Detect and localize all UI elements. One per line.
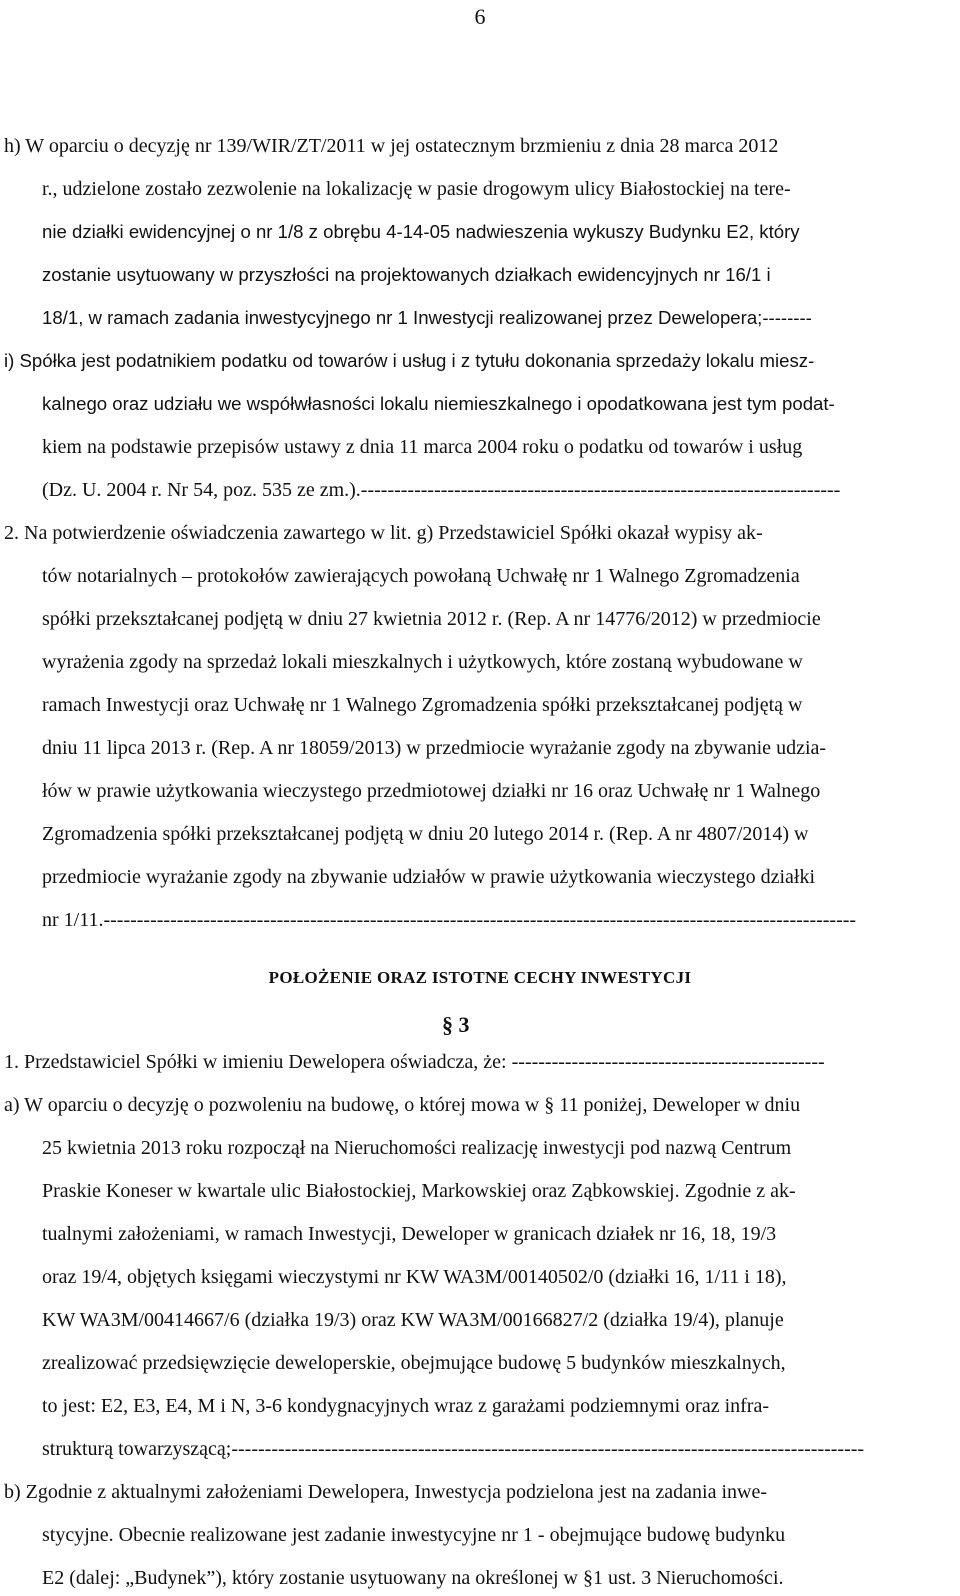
text-line: a) W oparciu o decyzję o pozwoleniu na budowę, o której mowa w § 11 poniżej, Deweloper w dniu xyxy=(4,1094,801,1116)
text-line: spółki przekształcanej podjętą w dniu 27 kwietnia 2012 r. (Rep. A nr 14776/2012) w przedmiocie xyxy=(42,608,821,630)
text-line: Praskie Koneser w kwartale ulic Białostockiej, Markowskiej oraz Ząbkowskiej. Zgodnie z ak- xyxy=(42,1180,796,1202)
text-line: E2 (dalej: „Budynek”), który zostanie usytuowany na określonej w §1 ust. 3 Nieruchomości. xyxy=(42,1567,784,1589)
text-line: zostanie usytuowany w przyszłości na projektowanych działkach ewidencyjnych nr 16/1 i xyxy=(42,264,771,285)
text-line: dniu 11 lipca 2013 r. (Rep. A nr 18059/2013) w przedmiocie wyrażanie zgody na zbywanie udzia- xyxy=(42,737,827,759)
text-line: 2. Na potwierdzenie oświadczenia zawartego w lit. g) Przedstawiciel Spółki okazał wypisy ak- xyxy=(4,522,763,544)
section-marker: § 3 xyxy=(442,1012,470,1037)
text-line: i) Spółka jest podatnikiem podatku od towarów i usług i z tytułu dokonania sprzedaży lokalu miesz- xyxy=(4,350,815,371)
text-line: przedmiocie wyrażanie zgody na zbywanie udziałów w prawie użytkowania wieczystego działki xyxy=(42,866,816,888)
text-line: stycyjne. Obecnie realizowane jest zadanie inwestycyjne nr 1 - obejmujące budowę budynku xyxy=(42,1524,786,1546)
text-line: tów notarialnych – protokołów zawierających powołaną Uchwałę nr 1 Walnego Zgromadzenia xyxy=(42,565,800,587)
text-line: łów w prawie użytkowania wieczystego przedmiotowej działki nr 16 oraz Uchwałę nr 1 Walnego xyxy=(42,780,821,802)
page-number: 6 xyxy=(474,4,486,29)
text-line: b) Zgodnie z aktualnymi założeniami Dewelopera, Inwestycja podzielona jest na zadania inwe- xyxy=(4,1481,768,1503)
text-line: kiem na podstawie przepisów ustawy z dnia 11 marca 2004 roku o podatku od towarów i usług xyxy=(42,436,803,458)
text-line: ramach Inwestycji oraz Uchwałę nr 1 Walnego Zgromadzenia spółki przekształcanej podjętą w xyxy=(42,694,803,716)
text-line: (Dz. U. 2004 r. Nr 54, poz. 535 ze zm.).------------------------------------------------------------------------ xyxy=(42,479,841,501)
text-line: kalnego oraz udziału we współwłasności lokalu niemieszkalnego i opodatkowana jest tym podat- xyxy=(42,393,835,414)
text-line: nr 1/11.----------------------------------------------------------------------------------------------------------------- xyxy=(42,909,857,931)
text-line: 1. Przedstawiciel Spółki w imieniu Dewelopera oświadcza, że: ----------------------------------------------- xyxy=(4,1051,825,1073)
text-line: 25 kwietnia 2013 roku rozpoczął na Nieruchomości realizację inwestycji pod nazwą Centrum xyxy=(42,1137,792,1159)
text-line: oraz 19/4, objętych księgami wieczystymi nr KW WA3M/00140502/0 (działki 16, 1/11 i 18), xyxy=(42,1266,787,1288)
text-line: tualnymi założeniami, w ramach Inwestycji, Deweloper w granicach działek nr 16, 18, 19/3 xyxy=(42,1223,777,1245)
text-line: KW WA3M/00414667/6 (działka 19/3) oraz KW WA3M/00166827/2 (działka 19/4), planuje xyxy=(42,1309,784,1331)
text-line: strukturą towarzyszącą;----------------------------------------------------------------------------------------------- xyxy=(42,1438,865,1460)
text-line: r., udzielone zostało zezwolenie na lokalizację w pasie drogowym ulicy Białostockiej na tere- xyxy=(42,178,791,200)
text-line: zrealizować przedsięwzięcie deweloperskie, obejmujące budowę 5 budynków mieszkalnych, xyxy=(42,1352,786,1374)
text-line: to jest: E2, E3, E4, M i N, 3-6 kondygnacyjnych wraz z garażami podziemnymi oraz infra- xyxy=(42,1395,769,1417)
text-line: Zgromadzenia spółki przekształcanej podjętą w dniu 20 lutego 2014 r. (Rep. A nr 4807/2014) w xyxy=(42,823,809,845)
section-heading: POŁOŻENIE ORAZ ISTOTNE CECHY INWESTYCJI xyxy=(268,968,692,987)
text-line: wyrażenia zgody na sprzedaż lokali mieszkalnych i użytkowych, które zostaną wybudowane w xyxy=(42,651,803,673)
text-line: 18/1, w ramach zadania inwestycyjnego nr 1 Inwestycji realizowanej przez Dewelopera;-------- xyxy=(42,307,812,328)
text-line: h) W oparciu o decyzję nr 139/WIR/ZT/2011 w jej ostatecznym brzmieniu z dnia 28 marca 2012 xyxy=(4,135,779,157)
text-line: nie działki ewidencyjnej o nr 1/8 z obrębu 4-14-05 nadwieszenia wykuszy Budynku E2, który xyxy=(42,221,800,242)
